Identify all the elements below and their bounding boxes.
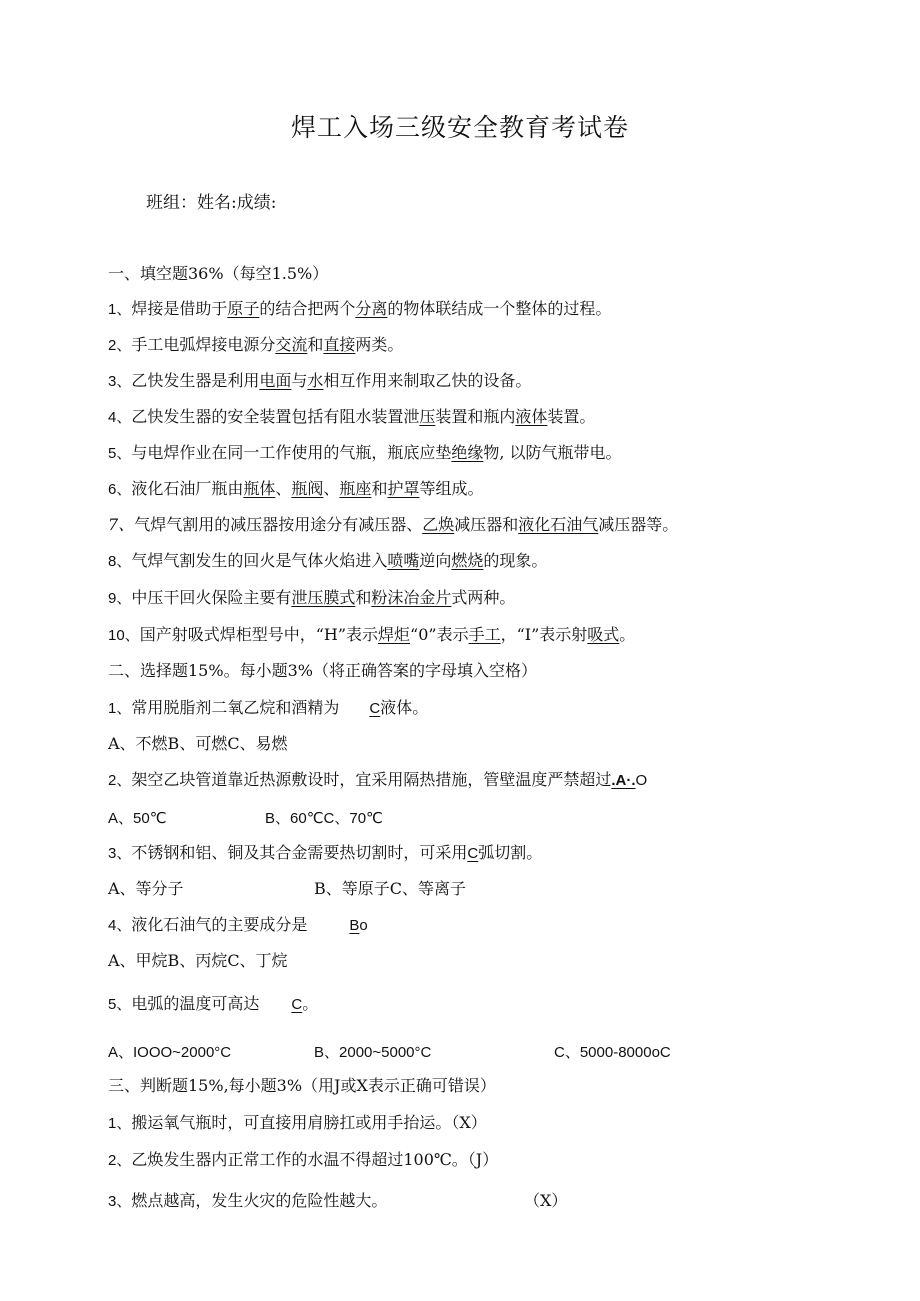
section-3-heading: 三、判断题15%,每小题3%（用J或X表示正确可错误） xyxy=(108,1076,496,1095)
fill-question-1: 1、焊接是借助于原子的结合把两个分离的物体联结成一个整体的过程。 xyxy=(108,299,612,318)
judge-question-1: 1、搬运氧气瓶时，可直接用肩膀扛或用手抬运。（X） xyxy=(108,1113,487,1132)
choice-question-5: 5、电弧的温度可高达 C。 xyxy=(108,994,319,1013)
fill-question-4: 4、乙快发生器的安全装置包括有阻水装置泄压装置和瓶内液体装置。 xyxy=(108,407,596,426)
judge-question-3: 3、燃点越高，发生火灾的危险性越大。 （X） xyxy=(108,1191,568,1210)
exam-page: 焊工入场三级安全教育考试卷 班组：姓名:成绩: 一、填空题36%（每空1.5%） 1、焊接是借助于原子的结合把两个分离的物体联结成一个整体的过程。 2、手工电弧焊接电源分交流和直接两类。 3、乙快发生器是利用电面与水相互作用来制取乙快的设备。 4、乙快发生器的安全装置包括有阻水装置泄压装置和瓶内液体装置。 5、与电焊作业在同一工作使用的气瓶，瓶底应垫绝缘物, 以防气瓶带电。 6、液化石油厂瓶由瓶体、瓶阀、瓶座和护罩等组成。 7、气焊气割用的减压器按用途分有减压器、乙焕减压器和液化石油气减压器等。 8、气焊气割发生的回火是气体火焰进入喷嘴逆向燃烧的现象。 9、中压干回火保险主要有泄压膜式和粉沫冶金片式两种。 10、国产射吸式焊柜型号中，“H”表示焊炬“0”表示手工，“I”表示射吸式。 二、选择题15%。每小题3%（将正确答案的字母填入空格） 1、常用脱脂剂二氧乙烷和酒精为 C液体。 A、不燃B、可燃C、易燃 2、架空乙块管道靠近热源敷设时，宜采用隔热措施，管壁温度严禁超过.A·.O A、50℃ B、60℃C、70℃ 3、不锈钢和铝、铜及其合金需要热切割时，可采用C弧切割。 A、等分子 B、等原子C、等离子 4、液化石油气的主要成分是 Bo A、甲烷B、丙烷C、丁烷 5、电弧的温度可高达 C。 A、IOOO~2000°C B、2000~5000°C C、5000-8000oC 三、判断题15%,每小题3%（用J或X表示正确可错误） 1、搬运氧气瓶时，可直接用肩膀扛或用手抬运。（X） 2、乙焕发生器内正常工作的水温不得超过100℃。（J） 3、燃点越高，发生火灾的危险性越大。 （X） xyxy=(0,0,920,1301)
fill-question-6: 6、液化石油厂瓶由瓶体、瓶阀、瓶座和护罩等组成。 xyxy=(108,479,484,498)
fill-question-5: 5、与电焊作业在同一工作使用的气瓶，瓶底应垫绝缘物, 以防气瓶带电。 xyxy=(108,443,622,462)
section-2-heading: 二、选择题15%。每小题3%（将正确答案的字母填入空格） xyxy=(108,661,537,680)
fill-question-7: 7、气焊气割用的减压器按用途分有减压器、乙焕减压器和液化石油气减压器等。 xyxy=(108,515,679,534)
choice-question-3: 3、不锈钢和铝、铜及其合金需要热切割时，可采用C弧切割。 xyxy=(108,843,543,862)
fill-question-8: 8、气焊气割发生的回火是气体火焰进入喷嘴逆向燃烧的现象。 xyxy=(108,551,548,570)
fill-question-10: 10、国产射吸式焊柜型号中，“H”表示焊炬“0”表示手工，“I”表示射吸式。 xyxy=(108,625,636,644)
choice-question-4-options: A、甲烷B、丙烷C、丁烷 xyxy=(108,951,288,970)
fill-question-9: 9、中压干回火保险主要有泄压膜式和粉沫冶金片式两种。 xyxy=(108,588,516,607)
choice-question-2: 2、架空乙块管道靠近热源敷设时，宜采用隔热措施，管壁温度严禁超过.A·.O xyxy=(108,770,648,789)
fill-question-2: 2、手工电弧焊接电源分交流和直接两类。 xyxy=(108,335,404,354)
name-score-line: 班组：姓名:成绩: xyxy=(146,193,277,213)
fill-question-3: 3、乙快发生器是利用电面与水相互作用来制取乙快的设备。 xyxy=(108,371,532,390)
judge-question-2: 2、乙焕发生器内正常工作的水温不得超过100℃。（J） xyxy=(108,1150,499,1169)
judge-question-3-answer: （X） xyxy=(524,1191,568,1210)
section-1-heading: 一、填空题36%（每空1.5%） xyxy=(108,264,329,283)
choice-question-1: 1、常用脱脂剂二氧乙烷和酒精为 C液体。 xyxy=(108,698,429,717)
choice-question-1-options: A、不燃B、可燃C、易燃 xyxy=(108,734,288,753)
choice-question-4: 4、液化石油气的主要成分是 Bo xyxy=(108,915,368,934)
page-title: 焊工入场三级安全教育考试卷 xyxy=(290,113,629,142)
